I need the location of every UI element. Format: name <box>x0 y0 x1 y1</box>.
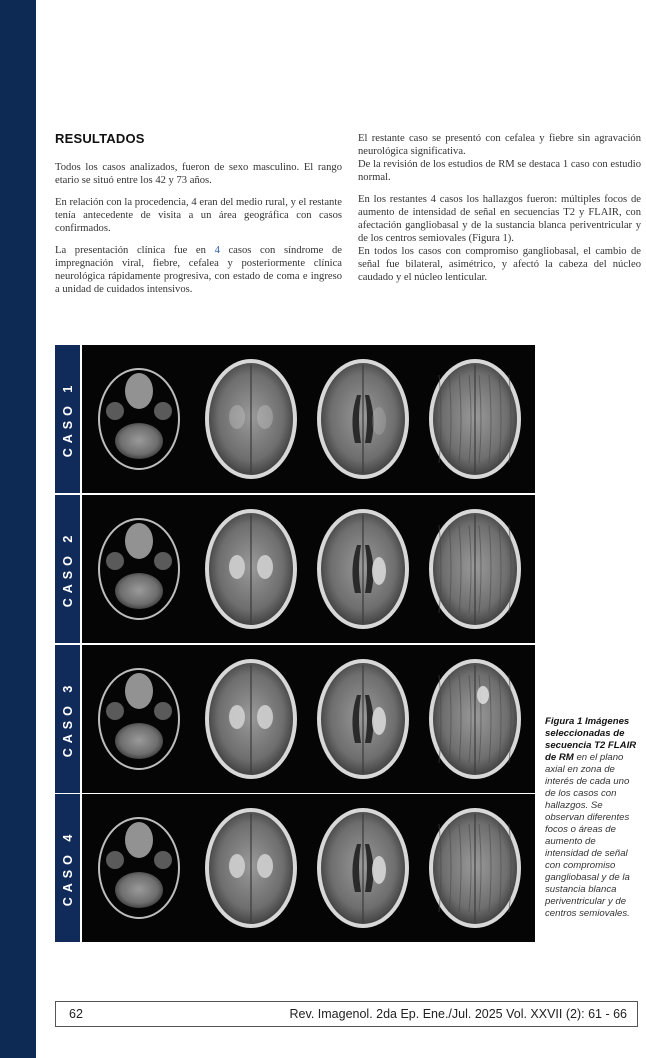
case-label: CASO 4 <box>60 829 75 907</box>
caption-body: en el plano axial en zona de interés de cada uno de los casos con hallazgos. Se observan diferentes focos o áreas de aumento de intensidad de señal con compromiso gangliobasal y de la sustancia blanca periventricular y de centros semiovales. <box>545 752 630 919</box>
left-column <box>55 132 342 305</box>
highlighted-number: 4 <box>214 245 220 256</box>
paragraph-revision-rm: De la revisión de los estudios de RM se destaca 1 caso con estudio normal. <box>358 159 641 183</box>
journal-citation: Rev. Imagenol. 2da Ep. Ene./Jul. 2025 Vol. XXVII (2): 61 - 66 <box>289 1007 627 1021</box>
paragraph-sex-age: Todos los casos analizados, fueron de sexo masculino. El rango etario se situó entre los 42 y 73 años. <box>55 162 342 186</box>
mri-centrum-semiovale-slice <box>421 495 529 643</box>
case-label: CASO 2 <box>60 530 75 608</box>
case-tab <box>55 495 82 643</box>
brain-section <box>205 509 297 629</box>
case-row-3 <box>55 645 535 793</box>
page-number: 62 <box>69 1007 83 1021</box>
page-footer <box>55 1001 638 1027</box>
mri-posterior-fossa-slice <box>85 645 193 793</box>
case-tab <box>55 345 82 493</box>
brain-section <box>429 359 521 479</box>
mri-basal-ganglia-slice <box>197 794 305 942</box>
brain-section <box>99 519 179 619</box>
mri-ventricular-slice <box>309 645 417 793</box>
case-tab <box>55 794 82 942</box>
mri-basal-ganglia-slice <box>197 645 305 793</box>
paragraph-gangliobasal: En todos los casos con compromiso gangliobasal, el cambio de señal fue bilateral, asimétrico, y afectó la cabeza del núcleo caudado y el núcleo lenticular. <box>358 246 641 283</box>
mri-ventricular-slice <box>309 345 417 493</box>
text-segment: La presentación clínica fue en <box>55 245 215 256</box>
mri-basal-ganglia-slice <box>197 495 305 643</box>
case-row-2 <box>55 495 535 643</box>
brain-section <box>205 808 297 928</box>
brain-section <box>429 509 521 629</box>
paragraph-restante-caso: El restante caso se presentó con cefalea y fiebre sin agravación neurológica significativa. <box>358 133 641 157</box>
paragraph-hallazgos: En los restantes 4 casos los hallazgos fueron: múltiples focos de aumento de intensidad de señal en secuencias T2 y FLAIR, con afectación gangliobasal y de la sustancia blanca periventricular y de los centros semiovales (Figura 1). <box>358 194 641 244</box>
mri-centrum-semiovale-slice <box>421 345 529 493</box>
case-row-4 <box>55 794 535 942</box>
brain-section <box>429 659 521 779</box>
mri-centrum-semiovale-slice <box>421 645 529 793</box>
mri-centrum-semiovale-slice <box>421 794 529 942</box>
figure-1-mri-panel <box>55 345 535 942</box>
mri-posterior-fossa-slice <box>85 794 193 942</box>
mri-ventricular-slice <box>309 794 417 942</box>
case-row-1 <box>55 345 535 493</box>
brain-section <box>317 659 409 779</box>
mri-scan-strip <box>85 345 535 493</box>
case-label: CASO 3 <box>60 680 75 758</box>
brain-section <box>317 509 409 629</box>
mri-scan-strip <box>85 645 535 793</box>
paragraph-clinica <box>55 244 342 296</box>
mri-scan-strip <box>85 794 535 942</box>
brain-section <box>317 359 409 479</box>
mri-basal-ganglia-slice <box>197 345 305 493</box>
brain-section <box>429 808 521 928</box>
brain-section <box>99 669 179 769</box>
mri-posterior-fossa-slice <box>85 495 193 643</box>
case-tab <box>55 645 82 793</box>
figure-caption <box>545 716 637 920</box>
brain-section <box>99 369 179 469</box>
mri-posterior-fossa-slice <box>85 345 193 493</box>
brain-section <box>205 659 297 779</box>
brain-section <box>205 359 297 479</box>
mri-scan-strip <box>85 495 535 643</box>
text-segment: casos con síndrome de impregnación viral, fiebre, cefalea y posteriormente clínica neurológica rápidamente progresiva, con estado de coma e ingreso a unidad de cuidados intensivos. <box>55 245 342 295</box>
brain-section <box>317 808 409 928</box>
paragraph-procedencia: En relación con la procedencia, 4 eran del medio rural, y el restante tenía antecedente de visita a un área geográfica con casos confirmados. <box>55 197 342 234</box>
brain-section <box>99 818 179 918</box>
case-label: CASO 1 <box>60 380 75 458</box>
mri-ventricular-slice <box>309 495 417 643</box>
caption-title: Figura 1 Imágenes seleccionadas de secuencia T2 FLAIR de RM <box>545 716 637 763</box>
right-column <box>358 132 641 293</box>
left-sidebar-band <box>0 0 36 1058</box>
section-heading: RESULTADOS <box>55 131 145 146</box>
